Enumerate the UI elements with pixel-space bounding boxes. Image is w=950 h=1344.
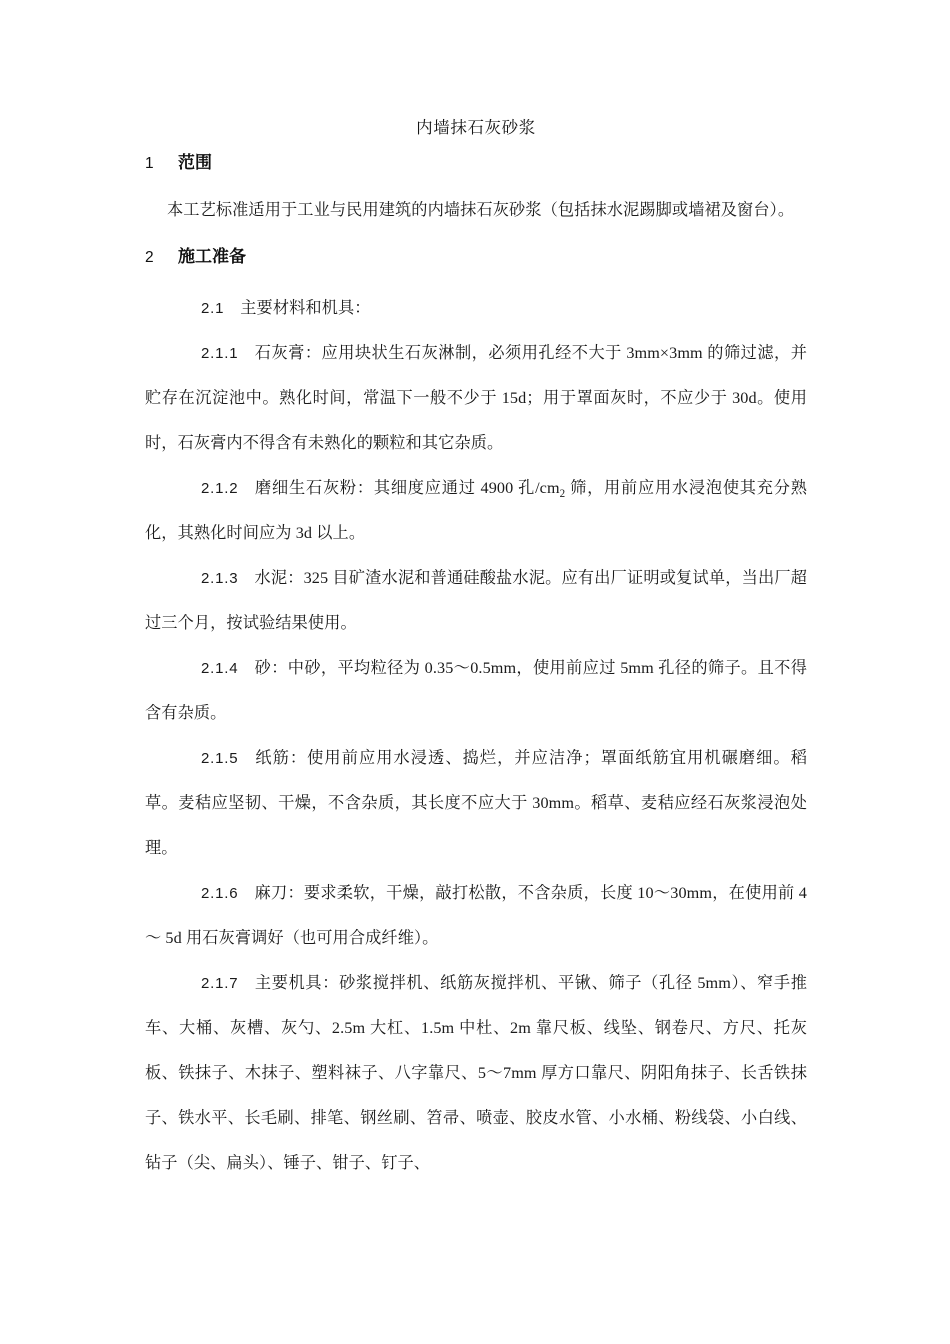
section-number-2: 2 <box>145 249 154 266</box>
subscript-two: 2 <box>559 488 566 501</box>
document-content <box>145 0 807 1186</box>
paragraph-text-before-subscript: 磨细生石灰粉：其细度应通过 4900 孔/cm <box>254 479 560 497</box>
section-heading-1 <box>145 148 807 179</box>
clause-number-2-1-6: 2.1.6 <box>201 885 239 902</box>
paragraph-text: 主要机具：砂浆搅拌机、纸筋灰搅拌机、平锹、筛子（孔径 5mm）、窄手推车、大桶、灰槽、灰勺、2.5m 大杠、1.5m 中杜、2m 靠尺板、线坠、钢卷尺、方尺、托灰板、铁抹子、木抹子、塑料袜子、八字靠尺、5～7mm 厚方口靠尺、阴阳角抹子、长舌铁抹子、铁水平、长毛刷、排笔、钢丝刷、笤帚、喷壶、胶皮水管、小水桶、粉线袋、小白线、钻子（尖、扁头）、锤子、钳子、钉子、 <box>145 974 807 1172</box>
paragraph-2-1-6 <box>145 871 807 961</box>
section-label-2: 施工准备 <box>178 247 246 266</box>
clause-number-2-1-2: 2.1.2 <box>201 480 239 497</box>
paragraph-text: 砂：中砂，平均粒径为 0.35～0.5mm，使用前应过 5mm 孔径的筛子。且不得含有杂质。 <box>145 659 807 722</box>
section-label-1: 范围 <box>178 153 212 172</box>
paragraph-text: 石灰膏：应用块状生石灰淋制，必须用孔经不大于 3mm×3mm 的筛过滤，并贮存在沉淀池中。熟化时间，常温下一般不少于 15d；用于罩面灰时，不应少于 30d。使用时，石灰膏内不得含有未熟化的颗粒和其它杂质。 <box>145 344 807 452</box>
paragraph-text: 纸筋：使用前应用水浸透、捣烂，并应洁净；罩面纸筋宜用机碾磨细。稻草。麦秸应坚韧、干燥，不含杂质，其长度不应大于 30mm。稻草、麦秸应经石灰浆浸泡处理。 <box>145 749 807 857</box>
clause-number-2-1-4: 2.1.4 <box>201 660 239 677</box>
paragraph-2-1-4 <box>145 646 807 736</box>
paragraph-text: 本工艺标准适用于工业与民用建筑的内墙抹石灰砂浆（包括抹水泥踢脚或墙裙及窗台）。 <box>167 201 795 219</box>
page-title: 内墙抹石灰砂浆 <box>416 118 536 137</box>
paragraph-text: 主要材料和机具： <box>240 299 371 317</box>
paragraph-2-1-1 <box>145 331 807 466</box>
paragraph-2-1-2 <box>145 466 807 556</box>
clause-number-2-1-1: 2.1.1 <box>201 345 239 362</box>
paragraph-2-1-5 <box>145 736 807 871</box>
clause-number-2-1-5: 2.1.5 <box>201 750 239 767</box>
clause-number-2-1-3: 2.1.3 <box>201 570 239 587</box>
clause-number-2-1: 2.1 <box>201 300 225 317</box>
paragraph-2-1 <box>145 286 807 331</box>
paragraph-text: 水泥：325 目矿渣水泥和普通硅酸盐水泥。应有出厂证明或复试单，当出厂超过三个月，按试验结果使用。 <box>145 569 807 632</box>
paragraph-scope <box>145 188 807 233</box>
paragraph-text: 麻刀：要求柔软，干燥，敲打松散，不含杂质，长度 10～30mm，在使用前 4～ 5d 用石灰膏调好（也可用合成纤维）。 <box>145 884 807 947</box>
section-heading-2 <box>145 242 807 273</box>
paragraph-text-after-subscript: 筛，用前应用水浸泡使其充分熟化，其熟化时间应为 3d 以上。 <box>145 479 807 542</box>
section-number-1: 1 <box>145 155 154 172</box>
paragraph-2-1-7 <box>145 961 807 1186</box>
paragraph-2-1-3 <box>145 556 807 646</box>
clause-number-2-1-7: 2.1.7 <box>201 975 239 992</box>
